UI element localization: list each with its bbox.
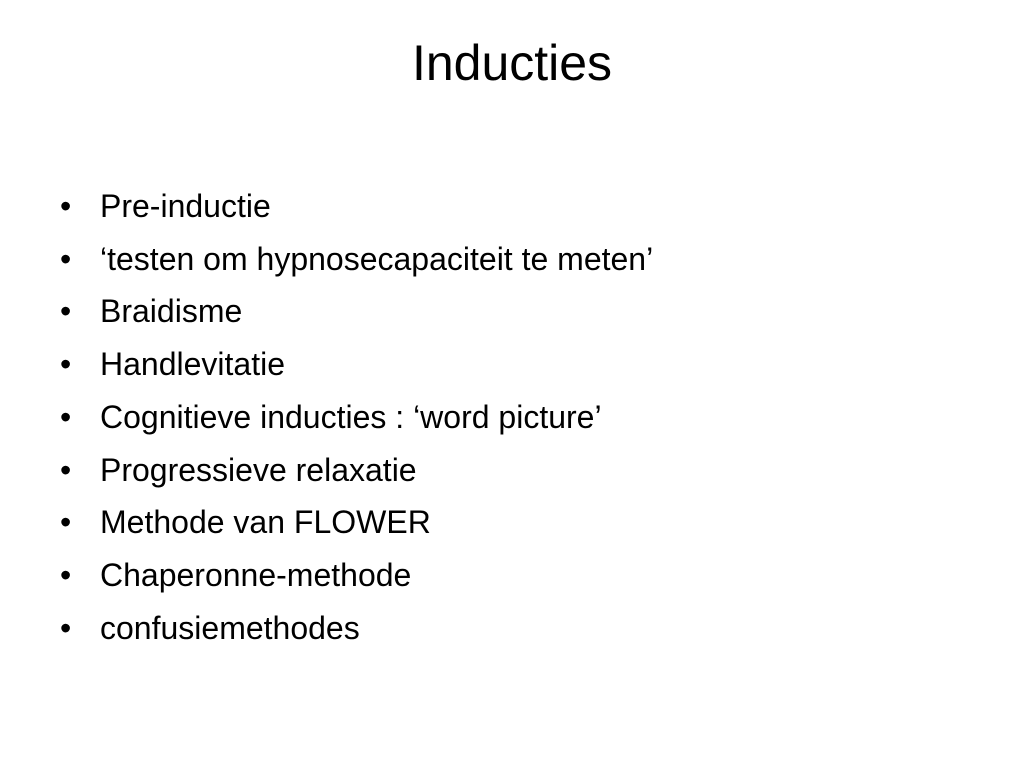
slide-title: Inducties	[411, 35, 613, 91]
bullet-text: Cognitieve inducties : ‘word picture’	[100, 398, 602, 435]
bullet-item	[60, 285, 653, 338]
bullet-item	[60, 391, 653, 444]
bullet-text: Braidisme	[100, 293, 243, 330]
bullet-text: Pre-inductie	[100, 188, 271, 224]
bullet-text: Handlevitatie	[100, 346, 285, 383]
bullet-item	[60, 338, 653, 391]
bullet-item	[60, 549, 653, 602]
bullet-text: ‘testen om hypnosecapaciteit te meten’	[100, 240, 654, 277]
bullet-icon: •	[60, 398, 72, 435]
bullet-icon: •	[60, 346, 72, 383]
bullet-text: confusiemethodes	[100, 609, 360, 646]
bullet-item	[60, 180, 653, 233]
bullet-text: Chaperonne-methode	[100, 556, 412, 593]
bullet-icon: •	[60, 188, 72, 224]
bullet-item	[60, 444, 653, 497]
bullet-list	[60, 180, 653, 654]
bullet-icon: •	[60, 240, 72, 277]
bullet-icon: •	[60, 504, 72, 541]
bullet-icon: •	[60, 556, 72, 593]
bullet-icon: •	[60, 293, 72, 330]
bullet-item	[60, 233, 653, 286]
bullet-icon: •	[60, 451, 72, 488]
bullet-icon: •	[60, 609, 72, 646]
bullet-text: Methode van FLOWER	[100, 504, 431, 541]
bullet-text: Progressieve relaxatie	[100, 451, 417, 488]
bullet-item	[60, 602, 653, 655]
bullet-item	[60, 496, 653, 549]
